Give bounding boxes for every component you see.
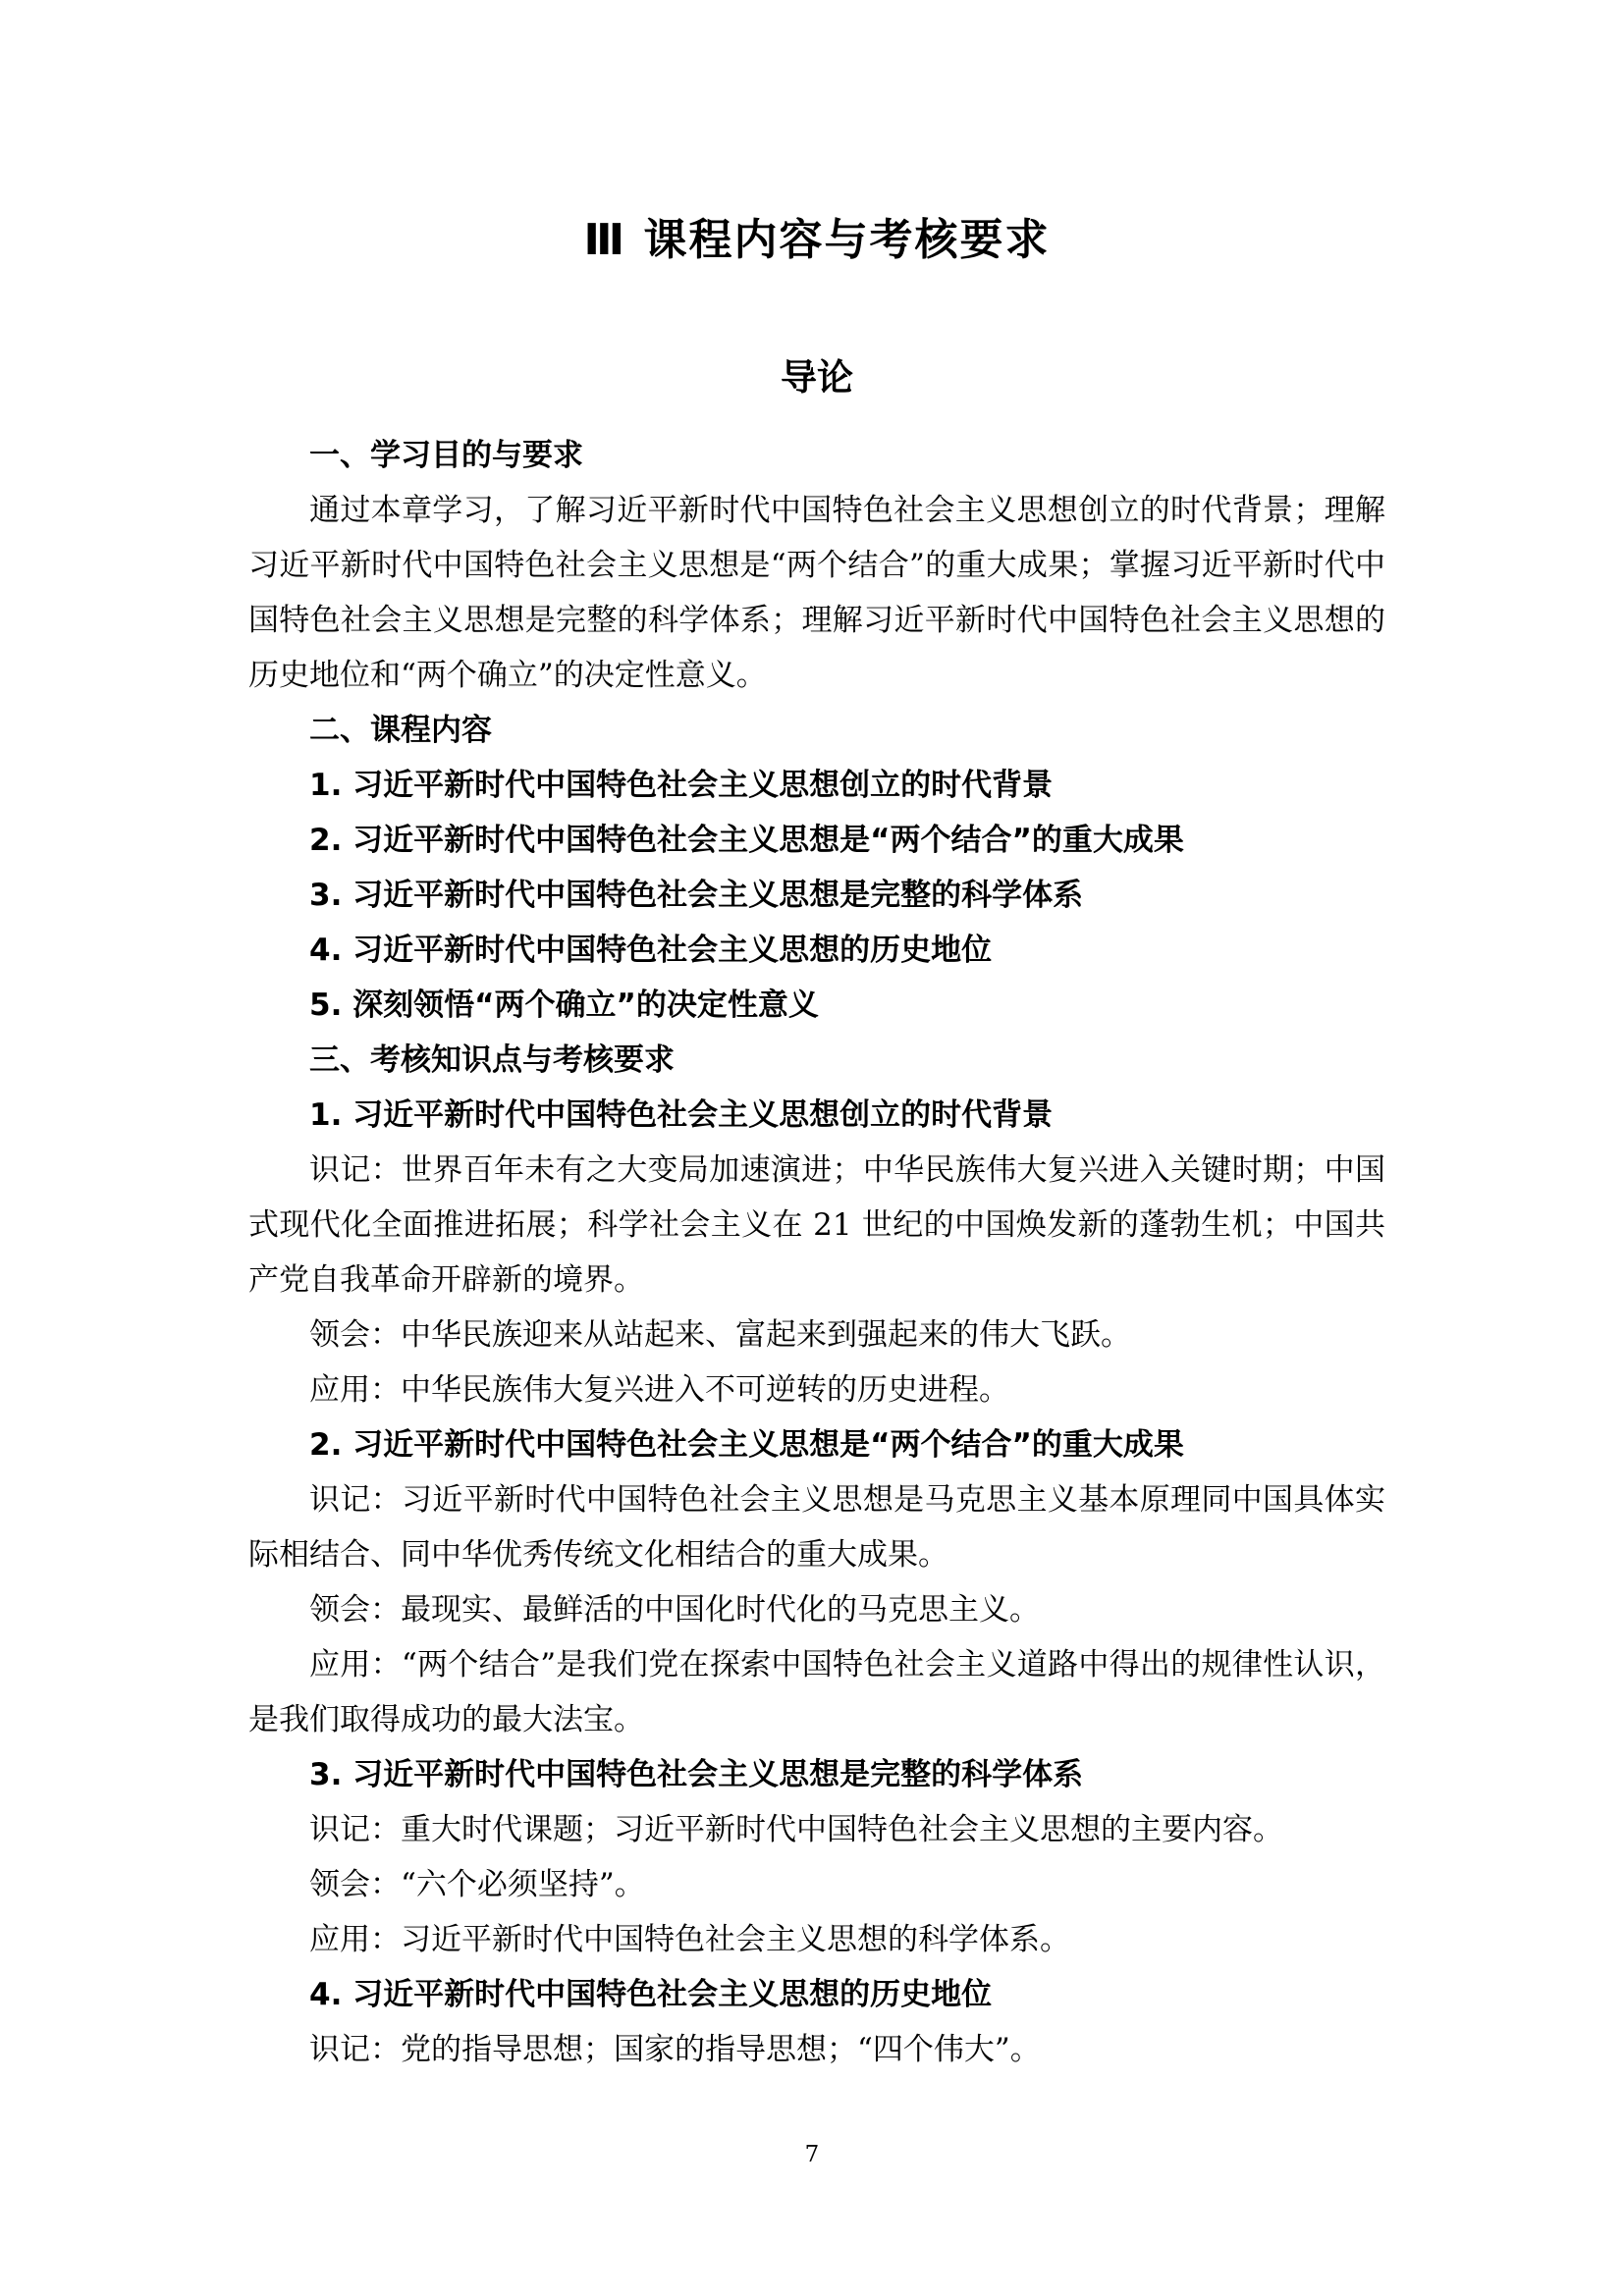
assessment-2-memorize: 识记：习近平新时代中国特色社会主义思想是马克思主义基本原理同中国具体实际相结合、同中华优秀传统文化相结合的重大成果。 — [248, 1482, 1385, 1573]
paragraph-learning-goals: 通过本章学习，了解习近平新时代中国特色社会主义思想创立的时代背景；理解习近平新时代中国特色社会主义思想是“两个结合”的重大成果；掌握习近平新时代中国特色社会主义思想是完整的科学体系；理解习近平新时代中国特色社会主义思想的历史地位和“两个确立”的决定性意义。 — [248, 493, 1385, 693]
assessment-heading-1: 1. 习近平新时代中国特色社会主义思想创立的时代背景 — [309, 1097, 1054, 1133]
section-title: Ⅲ 课程内容与考核要求 — [583, 215, 1051, 265]
assessment-1-apply: 应用：中华民族伟大复兴进入不可逆转的历史进程。 — [309, 1372, 1009, 1408]
assessment-3-apply: 应用：习近平新时代中国特色社会主义思想的科学体系。 — [309, 1922, 1070, 1957]
chapter-content — [248, 428, 1385, 2077]
page-number: 7 — [804, 2142, 820, 2167]
assessment-2-apply: 应用：“两个结合”是我们党在探索中国特色社会主义道路中得出的规律性认识，是我们取得成功的最大法宝。 — [248, 1647, 1385, 1737]
assessment-heading-4: 4. 习近平新时代中国特色社会主义思想的历史地位 — [309, 1977, 993, 2012]
content-item-3: 3. 习近平新时代中国特色社会主义思想是完整的科学体系 — [309, 878, 1084, 913]
content-item-4: 4. 习近平新时代中国特色社会主义思想的历史地位 — [309, 933, 993, 968]
heading-learning-goals: 一、学习目的与要求 — [309, 438, 583, 473]
heading-assessment: 三、考核知识点与考核要求 — [309, 1042, 675, 1078]
assessment-3-memorize: 识记：重大时代课题；习近平新时代中国特色社会主义思想的主要内容。 — [309, 1812, 1283, 1847]
heading-course-content: 二、课程内容 — [309, 713, 492, 748]
assessment-2-understand: 领会：最现实、最鲜活的中国化时代化的马克思主义。 — [309, 1592, 1040, 1628]
assessment-4-memorize: 识记：党的指导思想；国家的指导思想；“四个伟大”。 — [309, 2032, 1041, 2067]
content-item-5: 5. 深刻领悟“两个确立”的决定性意义 — [309, 988, 819, 1023]
assessment-3-understand: 领会：“六个必须坚持”。 — [309, 1867, 645, 1902]
chapter-title: 导论 — [781, 356, 853, 399]
assessment-heading-2: 2. 习近平新时代中国特色社会主义思想是“两个结合”的重大成果 — [309, 1427, 1184, 1463]
assessment-1-memorize: 识记：世界百年未有之大变局加速演进；中华民族伟大复兴进入关键时期；中国式现代化全面推进拓展；科学社会主义在 21 世纪的中国焕发新的蓬勃生机；中国共产党自我革命开辟新的境界。 — [248, 1152, 1385, 1298]
assessment-heading-3: 3. 习近平新时代中国特色社会主义思想是完整的科学体系 — [309, 1757, 1084, 1792]
content-item-2: 2. 习近平新时代中国特色社会主义思想是“两个结合”的重大成果 — [309, 823, 1184, 858]
assessment-1-understand: 领会：中华民族迎来从站起来、富起来到强起来的伟大飞跃。 — [309, 1317, 1131, 1353]
content-item-1: 1. 习近平新时代中国特色社会主义思想创立的时代背景 — [309, 768, 1054, 803]
